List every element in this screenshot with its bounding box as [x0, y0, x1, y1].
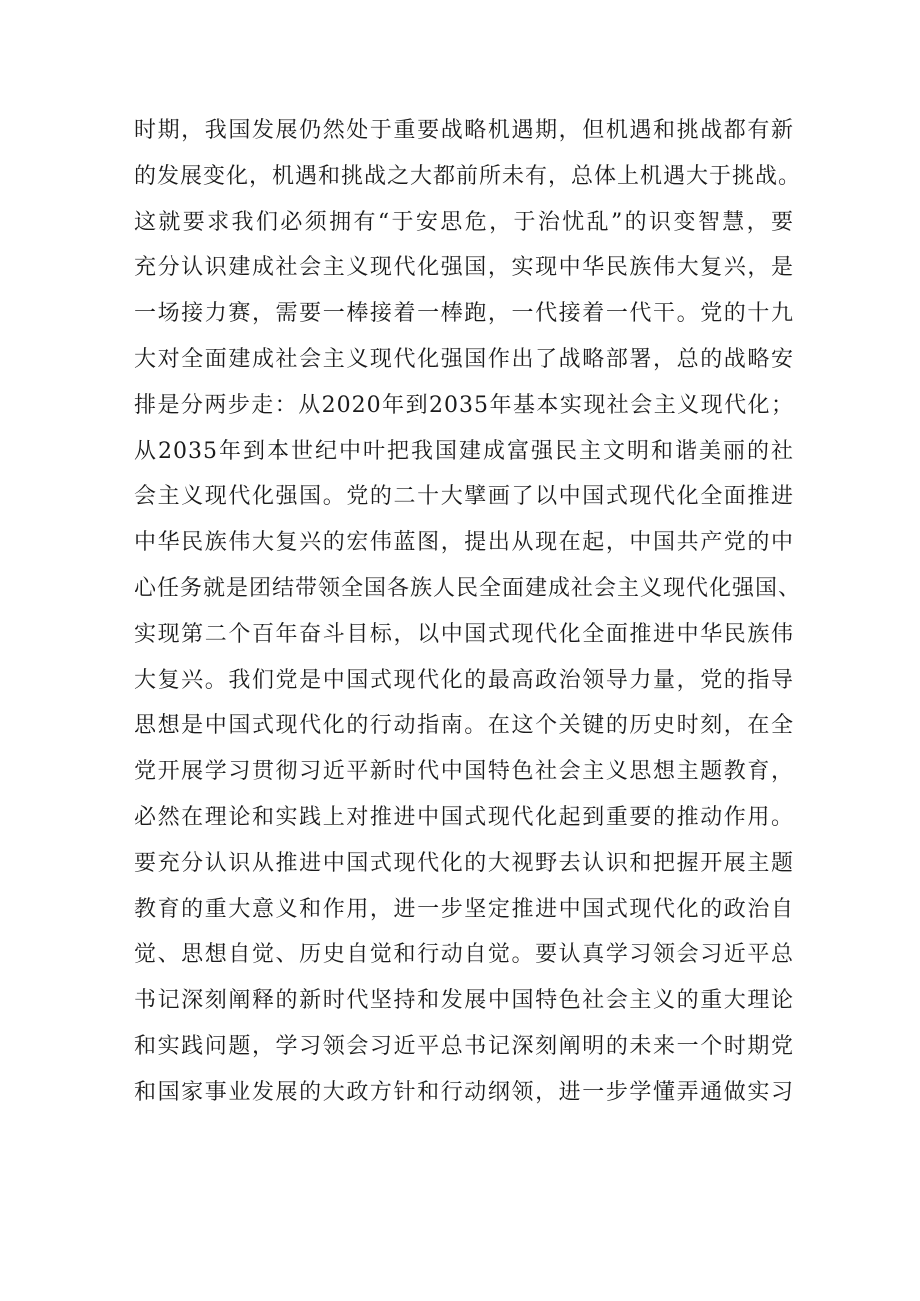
text-line: 这就要求我们必须拥有“于安思危，于治忧乱”的识变智慧，要 [134, 209, 794, 235]
body-paragraph [134, 108, 802, 1116]
text-line: 充分认识建成社会主义现代化强国，实现中华民族伟大复兴，是 [134, 255, 794, 281]
text-line: 从2035年到本世纪中叶把我国建成富强民主文明和谐美丽的社 [134, 438, 794, 464]
text-line: 必然在理论和实践上对推进中国式现代化起到重要的推动作用。 [134, 804, 794, 830]
text-line: 和实践问题，学习领会习近平总书记深刻阐明的未来一个时期党 [134, 1033, 794, 1059]
text-line: 和国家事业发展的大政方针和行动纲领，进一步学懂弄通做实习 [134, 1079, 794, 1105]
text-line: 实现第二个百年奋斗目标，以中国式现代化全面推进中华民族伟 [134, 621, 794, 647]
text-line: 觉、思想自觉、历史自觉和行动自觉。要认真学习领会习近平总 [134, 942, 794, 968]
text-line: 心任务就是团结带领全国各族人民全面建成社会主义现代化强国、 [134, 575, 802, 601]
text-line: 教育的重大意义和作用，进一步坚定推进中国式现代化的政治自 [134, 896, 794, 922]
text-line: 会主义现代化强国。党的二十大擘画了以中国式现代化全面推进 [134, 484, 794, 510]
text-line: 党开展学习贯彻习近平新时代中国特色社会主义思想主题教育， [134, 759, 794, 785]
text-line: 思想是中国式现代化的行动指南。在这个关键的历史时刻，在全 [134, 713, 794, 739]
text-line: 一场接力赛，需要一棒接着一棒跑，一代接着一代干。党的十九 [134, 301, 794, 327]
text-line: 大复兴。我们党是中国式现代化的最高政治领导力量，党的指导 [134, 667, 794, 693]
text-line: 的发展变化，机遇和挑战之大都前所未有，总体上机遇大于挑战。 [134, 163, 802, 189]
text-line: 排是分两步走：从2020年到2035年基本实现社会主义现代化； [134, 392, 794, 418]
text-line: 中华民族伟大复兴的宏伟蓝图，提出从现在起，中国共产党的中 [134, 530, 794, 556]
text-line: 要充分认识从推进中国式现代化的大视野去认识和把握开展主题 [134, 850, 794, 876]
text-line: 大对全面建成社会主义现代化强国作出了战略部署，总的战略安 [134, 346, 794, 372]
text-line: 书记深刻阐释的新时代坚持和发展中国特色社会主义的重大理论 [134, 988, 794, 1014]
text-line: 时期，我国发展仍然处于重要战略机遇期，但机遇和挑战都有新 [134, 118, 794, 143]
